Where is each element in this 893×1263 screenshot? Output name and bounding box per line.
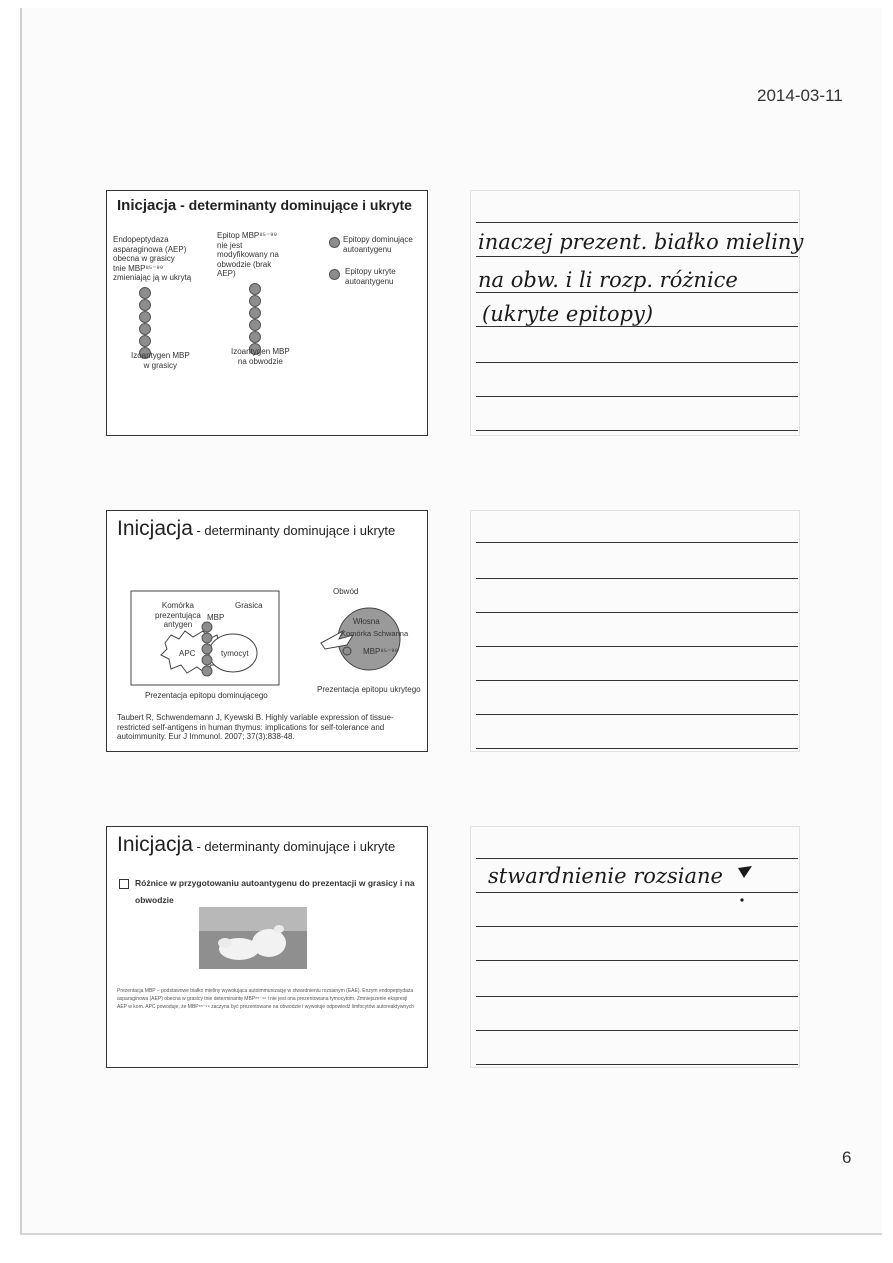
label-thymus: Izoantygen MBP w grasicy [131, 351, 190, 370]
mice-photo [199, 907, 307, 969]
thymus-epitope-chain [139, 287, 151, 359]
thymocyte-label: tymocyt [221, 649, 249, 658]
slide-title-rest: - determinanty dominujące i ukryte [192, 839, 396, 854]
label-periphery: Izoantygen MBP na obwodzie [231, 347, 290, 366]
legend-hidden-dot [329, 269, 340, 280]
handwritten-note: na obw. i li rozp. różnice [478, 268, 738, 292]
handwritten-note: stwardnienie rozsiane [488, 864, 723, 888]
mbp-label: MBP [207, 613, 225, 622]
bleed-through-box [470, 826, 800, 1068]
bullet-text: Różnice w przygotowaniu autoantygenu do prezentacji w grasicy i na obwodzie [135, 878, 415, 905]
periphery-epitope-chain [249, 283, 261, 355]
hidden-epitope-dot [343, 647, 351, 655]
caption-dominant: Prezentacja epitopu dominującego [145, 691, 268, 700]
schwann-label: Komórka Schwanna [341, 629, 409, 638]
handwritten-note: (ukryte epitopy) [482, 302, 654, 326]
mbp-hidden-label: MBP⁸⁵⁻⁹⁹ [363, 647, 399, 656]
pen-mark [736, 864, 756, 904]
epitop-text: Epitop MBP⁸⁵⁻⁹⁹ nie jest modyfikowany na obwodzie (brak AEP) [217, 231, 279, 278]
bullet-checkbox-icon [119, 879, 129, 889]
handwritten-note: inaczej prezent. białko mieliny [478, 230, 804, 254]
slide-title [117, 197, 412, 215]
apc-description: Komórka prezentująca antygen [155, 601, 201, 629]
caption-hidden: Prezentacja epitopu ukrytego [317, 685, 421, 694]
mbp-dot [202, 655, 212, 665]
slide-title-rest: - determinanty dominujące i ukryte [176, 197, 412, 213]
slide-title-main: Inicjacja [117, 833, 193, 856]
slide-small-text: Prezentacja MBP – podstawowe białko mieliny wywołująca autoimmunizację w stwardnieniu rozsianym (EAE). Enzym endopeptydaza asparaginowa (AEP) obecna w grasicy tnie determinantę MBP⁸⁵⁻⁹⁹ i nie jest ona prezentowana tymocytom. Zmniejszenie ekspresji AEP w kom. APC powoduje, że MBP⁸⁵⁻⁹⁹ zaczyna być prezentowane na obwodzie i wywołuje odpowiedź limfocytów autoreaktywnych [117, 988, 414, 1010]
mbp-dot [202, 633, 212, 643]
slide-2 [106, 510, 428, 752]
page-number: 6 [842, 1148, 852, 1167]
slide-1 [106, 190, 428, 436]
legend-dominant-dot [329, 237, 340, 248]
grasica-label: Grasica [235, 601, 263, 610]
legend-hidden-label: Epitopy ukryte autoantygenu [345, 267, 396, 286]
apc-label: APC [179, 649, 196, 658]
mbp-dot [202, 644, 212, 654]
mbp-dot [202, 666, 212, 676]
slide-title-main: Inicjacja [117, 517, 193, 540]
slide-3 [106, 826, 428, 1068]
slide-title-main: Inicjacja [117, 197, 177, 214]
mbp-dot [202, 622, 212, 632]
obwod-label: Obwód [333, 587, 359, 596]
wlosna-label: Włosna [353, 617, 380, 626]
aep-text: Endopeptydaza asparaginowa (AEP) obecna w grasicy tnie MBP⁸⁵⁻⁹⁹ zmieniając ją w ukrytą [113, 235, 192, 282]
slide-title [117, 833, 395, 857]
slide-title-rest: - determinanty dominujące i ukryte [192, 523, 396, 538]
legend-dominant-label: Epitopy dominujące autoantygenu [343, 235, 413, 254]
bleed-through-box [470, 510, 800, 752]
print-date: 2014-03-11 [757, 86, 843, 105]
reference-citation: Taubert R, Schwendemann J, Kyewski B. Highly variable expression of tissue-restricted self-antigens in human thymus: implications for self-tolerance and autoimmunity. Eur J Immunol. 2007; 37(3):838-48. [117, 713, 394, 741]
